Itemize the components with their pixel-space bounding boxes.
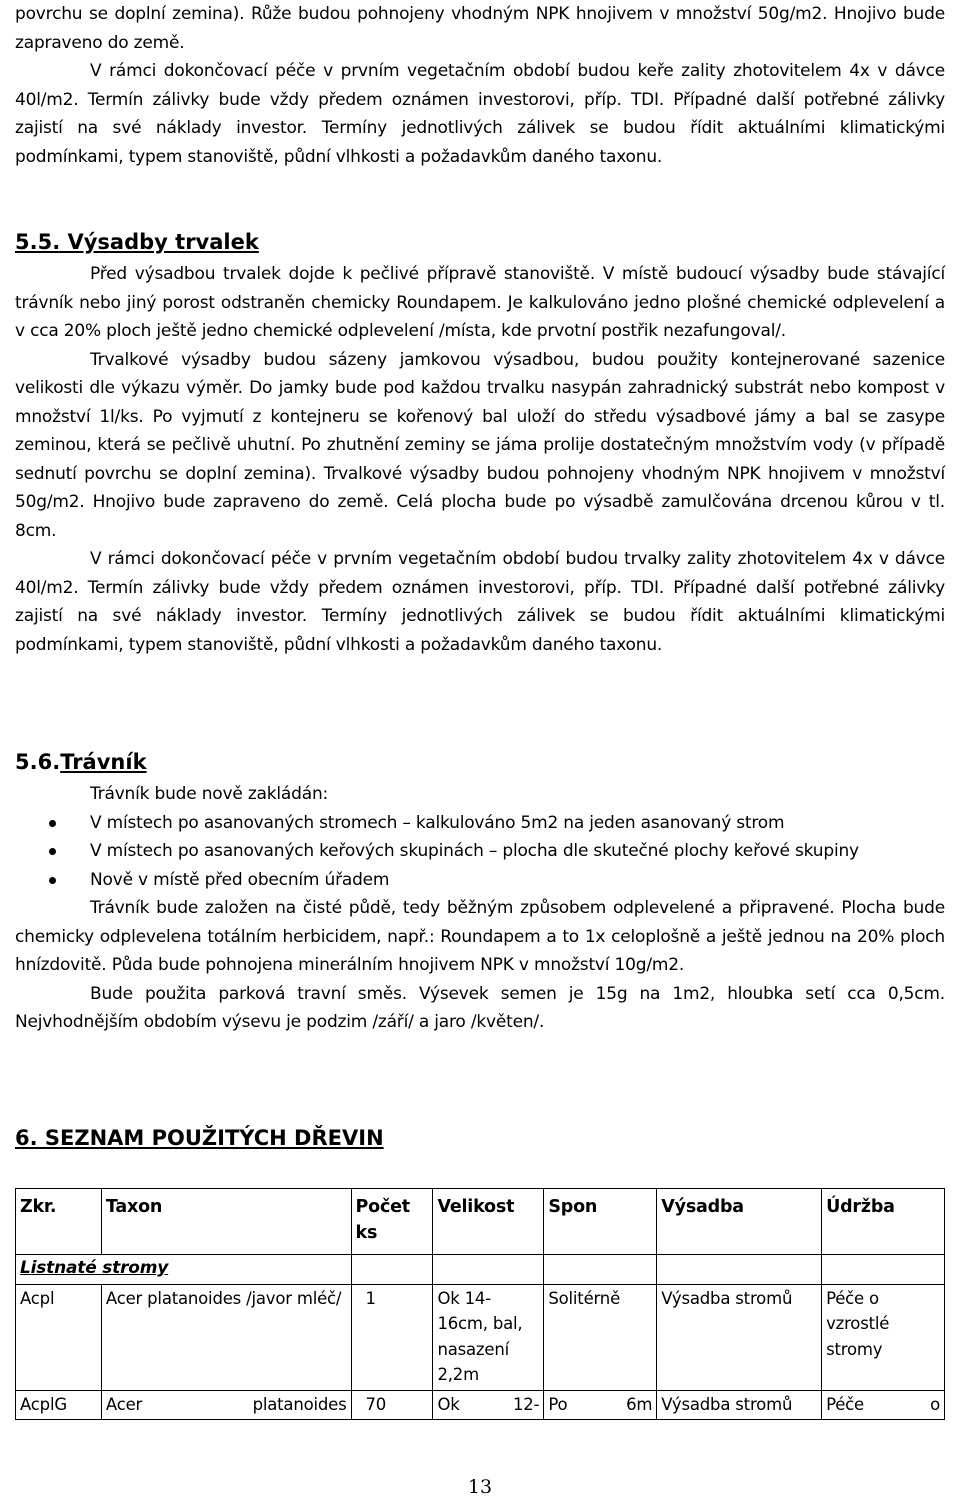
- table-row: [16, 1284, 945, 1390]
- page-number: 13: [467, 1476, 493, 1498]
- table-group-row: [16, 1255, 945, 1285]
- section-heading: 6. SEZNAM POUŽITÝCH DŘEVIN: [15, 1126, 384, 1150]
- paragraph: Trávník bude nově zakládán:: [90, 784, 329, 804]
- column-header: Výsadba: [657, 1189, 822, 1255]
- section-6: [15, 1124, 945, 1152]
- column-header: Zkr.: [16, 1189, 102, 1255]
- list-item: V místech po asanovaných keřových skupinách – plocha dle skutečné plochy keřové skupiny: [15, 837, 945, 866]
- table-cell: Po 6m: [544, 1390, 657, 1420]
- table-cell: Péče o: [822, 1390, 945, 1420]
- trees-table: [15, 1188, 945, 1420]
- section-5-6-body: [15, 780, 945, 1037]
- section-5-5: [15, 228, 945, 256]
- section-heading: 5.6.Trávník: [15, 750, 147, 774]
- paragraph: V rámci dokončovací péče v prvním vegetačním období budou keře zality zhotovitelem 4x v dávce 40l/m2. Termín zálivky bude vždy předem oznámen investorovi, příp. TDI. Případné další potřebné zálivky zajistí na své náklady investor. Termíny jednotlivých zálivek se budou řídit aktuálními klimatickými podmínkami, typem stanoviště, půdní vlhkosti a požadavkům daného taxonu.: [15, 61, 945, 167]
- table-header-row: [16, 1189, 945, 1255]
- table-cell: AcplG: [16, 1390, 102, 1420]
- section-5-5-body: [15, 260, 945, 659]
- paragraph: Trvalkové výsadby budou sázeny jamkovou výsadbou, budou použity kontejnerované sazenice velikosti dle výkazu výměr. Do jamky bude pod každou trvalku nasypán zahradnický substrát nebo kompost v množství 1l/ks. Po vyjmutí z kontejneru se kořenový bal uloží do středu výsadbové jámy a bal se zasype zeminou, která se pečlivě uhutní. Po zhutnění zeminy se jáma prolije dostatečným množstvím vody (v případě sednutí povrchu se doplní zemina). Trvalkové výsadby budou pohnojeny vhodným NPK hnojivem v množství 50g/m2. Hnojivo bude zapraveno do země. Celá plocha bude po výsadbě zamulčována drcenou kůrou v tl. 8cm.: [15, 349, 945, 541]
- paragraph: Bude použita parková travní směs. Výsevek semen je 15g na 1m2, hloubka setí cca 0,5cm. Nejvhodnějším obdobím výsevu je podzim /září/ a jaro /květen/.: [15, 983, 945, 1032]
- table-cell: Acpl: [16, 1284, 102, 1390]
- group-label: Listnaté stromy: [16, 1255, 352, 1285]
- trees-table-wrap: [15, 1188, 945, 1420]
- table-row: [16, 1390, 945, 1420]
- table-cell: Acer platanoides /javor mléč/: [101, 1284, 351, 1390]
- column-header: Taxon: [101, 1189, 351, 1255]
- table-cell: Solitérně: [544, 1284, 657, 1390]
- bullet-icon: [49, 820, 56, 827]
- list-item: V místech po asanovaných stromech – kalkulováno 5m2 na jeden asanovaný strom: [15, 809, 945, 838]
- list-item: Nově v místě před obecním úřadem: [15, 866, 945, 895]
- section-5-6: [15, 748, 945, 776]
- table-cell: 70: [351, 1390, 433, 1420]
- table-cell: Acer platanoides: [101, 1390, 351, 1420]
- column-header: Spon: [544, 1189, 657, 1255]
- bullet-icon: [49, 877, 56, 884]
- table-cell: Péče o vzrostlé stromy: [822, 1284, 945, 1390]
- table-cell: 1: [351, 1284, 433, 1390]
- table-cell: Ok 14-16cm, bal, nasazení 2,2m: [433, 1284, 544, 1390]
- table-cell: Výsadba stromů: [657, 1390, 822, 1420]
- bullet-icon: [49, 848, 56, 855]
- table-cell: Výsadba stromů: [657, 1284, 822, 1390]
- table-cell: Ok 12-: [433, 1390, 544, 1420]
- text-block-top: [15, 0, 945, 171]
- section-heading: 5.5. Výsadby trvalek: [15, 230, 259, 254]
- paragraph: povrchu se doplní zemina). Růže budou pohnojeny vhodným NPK hnojivem v množství 50g/m2. Hnojivo bude zapraveno do země.: [15, 4, 945, 53]
- column-header: Údržba: [822, 1189, 945, 1255]
- paragraph: Trávník bude založen na čisté půdě, tedy běžným způsobem odplevelené a připravené. Plocha bude chemicky odplevelena totálním herbicidem, např.: Roundapem a to 1x celoplošně a ještě jednou na 20% ploch hnízdovitě. Půda bude pohnojena minerálním hnojivem NPK v množství 10g/m2.: [15, 898, 945, 975]
- paragraph: V rámci dokončovací péče v prvním vegetačním období budou trvalky zality zhotovitelem 4x v dávce 40l/m2. Termín zálivky bude vždy předem oznámen investorovi, příp. TDI. Případné další potřebné zálivky zajistí na své náklady investor. Termíny jednotlivých zálivek se budou řídit aktuálními klimatickými podmínkami, typem stanoviště, půdní vlhkosti a požadavkům daného taxonu.: [15, 549, 945, 655]
- paragraph: Před výsadbou trvalek dojde k pečlivé přípravě stanoviště. V místě budoucí výsadby bude stávající trávník nebo jiný porost odstraněn chemicky Roundapem. Je kalkulováno jedno plošné chemické odplevelení a v cca 20% ploch ještě jedno chemické odplevelení /místa, kde prvotní postřik nezafungoval/.: [15, 264, 945, 341]
- column-header: Počet ks: [351, 1189, 433, 1255]
- column-header: Velikost: [433, 1189, 544, 1255]
